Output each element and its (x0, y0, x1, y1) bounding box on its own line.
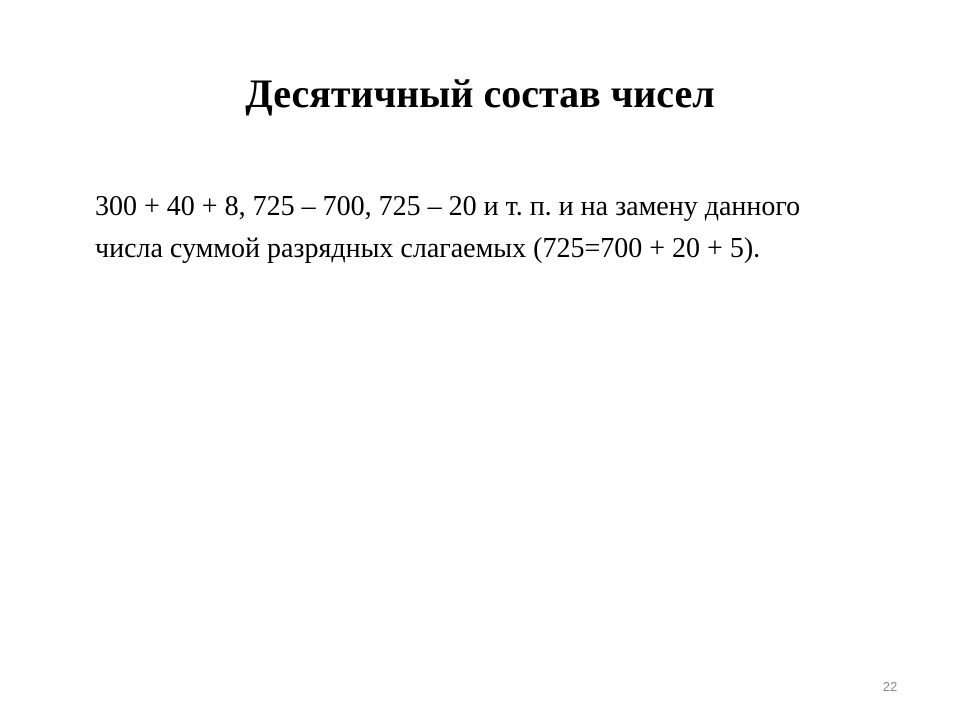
page-number: 22 (882, 679, 898, 694)
body-text-line: 300 + 40 + 8, 725 – 700, 725 – 20 и т. п. и на замену данного (95, 191, 801, 222)
slide-title: Десятичный состав чисел (245, 71, 715, 116)
body-text-line: числа суммой разрядных слагаемых (725=700 + 20 + 5). (95, 233, 761, 264)
slide-body-text (95, 186, 910, 270)
